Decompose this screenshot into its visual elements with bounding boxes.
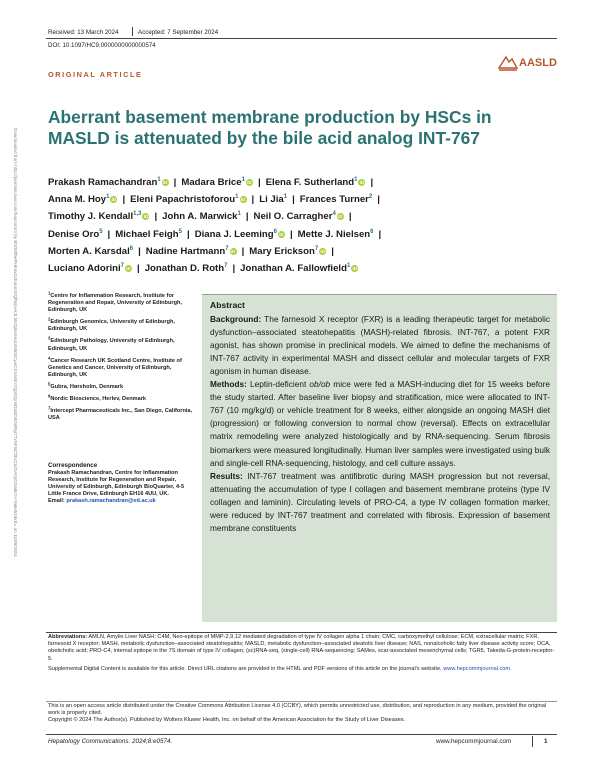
- footnote-rule: [46, 632, 557, 633]
- author-name[interactable]: Li Jia: [259, 194, 284, 206]
- correspondence-body: Prakash Ramachandran, Centre for Inflammation Research, Institute for Regeneration and Repair, University of Edinburgh, Edinburgh BioQuarter, 4-5 Little France Drive, Edinburgh EH16 4UU, UK. Email: prakash.ramachandran@ed.ac.uk: [48, 470, 185, 505]
- author-line: [48, 260, 568, 277]
- orcid-icon[interactable]: iD: [247, 180, 252, 185]
- author-affiliation-marker: 1: [354, 177, 358, 183]
- author-affiliation-marker: 7: [225, 245, 229, 252]
- author-affiliation-marker: 4: [332, 211, 336, 218]
- license-rule: [46, 701, 557, 702]
- header-divider: [132, 27, 133, 36]
- author-separator: |: [154, 211, 158, 223]
- license-block: [48, 703, 557, 725]
- author-affiliation-marker: 1: [157, 177, 161, 183]
- author-separator: |: [378, 228, 382, 240]
- abstract-background: Background: The farnesoid X receptor (FXR) is a leading therapeutic target for metabolic dysfunction–associated steatohepatitis (MASH)-related fibrosis. INT-767, a potent FXR agonist, has shown promise in preclinical models. We aimed to define the mechanisms of INT-767 activity in experimental MASH and dissect cellular and molecular targets of FXR agonism in human disease.: [210, 314, 551, 377]
- author-separator: |: [137, 263, 140, 275]
- affiliations: [48, 290, 194, 427]
- author-affiliation-marker: 6: [273, 228, 277, 235]
- affiliation-number: 6: [48, 393, 51, 399]
- author-line: [48, 208, 568, 225]
- author-name[interactable]: Eleni Papachristoforou: [130, 194, 236, 206]
- affiliation-item: [48, 355, 194, 379]
- page-number: 1: [544, 738, 548, 745]
- abstract-methods: Methods: Leptin-deficient ob/ob mice were fed a MASH-inducing diet for 15 weeks before the study started. After baseline liver biopsy and stratification, mice were allocated to INT-767 (10 mg/kg/d) or vehicle treatment for 8 weeks, either alongside an ongoing MASH diet (progression) or following conversion to normal chow (reversal). Effects on extracellular matrix remodeling were analyzed histologically and by RNA-sequencing. Serum fibrosis biomarkers were measured longitudinally. Human liver samples were investigated using bulk and single-cell RNA-sequencing, histology, and cell culture assays.: [210, 379, 550, 468]
- orcid-icon[interactable]: iD: [230, 248, 236, 254]
- affiliation-number: 7: [48, 405, 51, 411]
- copyright-text: Copyright © 2024 The Author(s). Published by Wolters Kluwer Health, Inc. on behalf of the American Association for the Study of Liver Diseases.: [48, 717, 406, 724]
- affiliation-text: Intercept Pharmaceuticals Inc., San Diego, California, USA: [48, 408, 193, 422]
- author-separator: |: [187, 228, 190, 240]
- affiliation-item: [48, 316, 194, 333]
- correspondence-block: [48, 462, 196, 505]
- author-affiliation-marker: 1: [106, 194, 110, 201]
- author-name[interactable]: Morten A. Karsdal: [48, 245, 130, 257]
- orcid-icon[interactable]: iD: [320, 248, 325, 254]
- author-affiliation-marker: 7: [224, 263, 228, 270]
- author-separator: |: [251, 194, 255, 206]
- supplemental-link[interactable]: www.hepcommjournal.com.: [443, 665, 512, 672]
- author-separator: |: [173, 177, 177, 188]
- affiliation-text: Centre for Inflammation Research, Institute for Regeneration and Repair, University of Edinburgh, Edinburgh, UK: [48, 293, 182, 314]
- journal-citation: Hepatology Communications. 2024;8:e0574.: [48, 738, 173, 745]
- affiliation-item: [48, 405, 194, 422]
- author-affiliation-marker: 6: [370, 228, 374, 235]
- author-affiliation-marker: 5: [178, 228, 182, 235]
- author-separator: |: [331, 245, 334, 257]
- author-separator: |: [122, 194, 126, 206]
- affiliation-number: 3: [48, 335, 51, 341]
- affiliation-text: Edinburgh Genomics, University of Edinburgh, Edinburgh, UK: [48, 319, 175, 333]
- author-separator: |: [348, 211, 352, 223]
- author-name[interactable]: Mary Erickson: [249, 245, 315, 257]
- author-line: [48, 174, 568, 191]
- author-affiliation-marker: 7: [120, 263, 125, 270]
- orcid-icon[interactable]: iD: [162, 180, 168, 185]
- affiliation-number: 5: [48, 381, 51, 387]
- author-separator: |: [241, 245, 245, 257]
- correspondence-heading: Correspondence: [48, 462, 98, 469]
- author-line: [48, 226, 568, 243]
- affiliation-item: [48, 335, 194, 352]
- journal-url[interactable]: www.hepcommjournal.com: [436, 738, 512, 745]
- author-list: [48, 174, 568, 277]
- author-name[interactable]: Frances Turner: [299, 194, 369, 206]
- author-name[interactable]: Anna M. Hoy: [48, 194, 107, 206]
- author-separator: |: [245, 211, 249, 223]
- author-affiliation-marker: 1: [346, 263, 351, 270]
- accepted-date: Accepted: 7 September 2024: [138, 29, 219, 36]
- author-line: [48, 243, 568, 260]
- author-name[interactable]: Prakash Ramachandran: [48, 177, 158, 188]
- orcid-icon[interactable]: iD: [352, 266, 358, 272]
- orcid-icon[interactable]: iD: [111, 197, 117, 203]
- abstract-heading: Abstract: [210, 300, 245, 310]
- logo-wordmark: AASLD: [519, 57, 557, 69]
- author-affiliation-marker: 6: [129, 245, 134, 252]
- download-watermark: Downloaded from http://journals.lww.com/hepcomm by BhDMf5ePHKav1zEoum1tQfN4a+kJLhEZgbsIHo4XMi0hCywCX1AWnYQp/IlQrHD3i3D0OdRyi7TvSFl4Cf3VC4/OAVpDDa8K2+Ya6H515kE= on 11/09/2024: [13, 128, 18, 557]
- orcid-icon[interactable]: iD: [279, 231, 284, 237]
- orcid-icon[interactable]: iD: [126, 266, 131, 272]
- affiliation-text: Gubra, Hørsholm, Denmark: [50, 383, 124, 390]
- doi: DOI: 10.1097/HC9.0000000000000574: [48, 42, 156, 49]
- affiliation-item: [48, 290, 194, 314]
- supplemental-note: Supplemental Digital Content is available for this article. Direct URL citations are provided in the HTML and PDF versions of this article on the journal's website, www.hepcommjournal.com.: [48, 665, 512, 672]
- author-line: [48, 191, 568, 208]
- author-separator: |: [107, 228, 111, 240]
- footer-rule: [46, 734, 557, 735]
- article-title: Aberrant basement membrane production by HSCs in MASLD is attenuated by the bile acid analog INT-767: [48, 107, 492, 148]
- author-name[interactable]: Neil O. Carragher: [253, 211, 333, 223]
- affiliation-item: [48, 393, 194, 403]
- author-affiliation-marker: 1,3: [133, 211, 142, 218]
- author-name[interactable]: Luciano Adorini: [48, 263, 121, 275]
- author-name[interactable]: Jonathan D. Roth: [144, 263, 225, 275]
- abstract-results: Results: INT-767 treatment was antifibrotic during MASH progression but not reversal, attenuating the accumulation of type I collagen and basement membrane proteins (type IV collagen and laminin). Circulating levels of PRO-C4, a type IV collagen formation marker, were reduced by INT-767 treatment and correlated with fibrosis. Expression of basement membrane constituents: [210, 470, 550, 533]
- author-affiliation-marker: 2: [368, 194, 373, 201]
- abbreviations: Abbreviations: AMLN, Amylin Liver NASH; C4M, Neo-epitope of MMP-2,9,12 mediated degradation of type IV collagen alpha 1 chain; CMC, carboxymethyl cellulose; ECM, extracellular matrix; FXR, farnesoid X receptor; MASH, metabolic dysfunction–associated steatohepatitis; MASLD, metabolic dysfunction–associated steatotic liver disease; NAS, nonalcoholic fatty liver disease activity score; OCA, obeticholic acid; PRO-C4, internal epitope in the 7S domain of type IV collagen; (sc)RNA-seq, (single-cell) RNA-sequencing; SAMes, scar-associated mesenchymal cells; TGR5, Takeda-G-protein-receptor-5.: [48, 634, 555, 662]
- author-affiliation-marker: 1: [283, 194, 288, 201]
- author-affiliation-marker: 7: [314, 245, 319, 252]
- author-separator: |: [292, 194, 295, 206]
- author-name[interactable]: Timothy J. Kendall: [48, 211, 134, 223]
- author-name[interactable]: John A. Marwick: [162, 211, 238, 223]
- author-separator: |: [257, 177, 261, 188]
- author-name[interactable]: Mette J. Nielsen: [297, 228, 371, 240]
- author-affiliation-marker: 1: [237, 211, 241, 218]
- affiliation-text: Edinburgh Pathology, University of Edinburgh, Edinburgh, UK: [48, 338, 175, 352]
- correspondence-email-link[interactable]: prakash.ramachandran@ed.ac.uk: [66, 498, 156, 505]
- author-affiliation-marker: 5: [99, 228, 103, 235]
- author-name[interactable]: Diana J. Leeming: [194, 228, 274, 240]
- affiliation-text: Cancer Research UK Scotland Centre, Institute of Genetics and Cancer, University of Edinburgh, Edinburgh, UK: [48, 357, 182, 378]
- author-name[interactable]: Michael Feigh: [115, 228, 179, 240]
- orcid-icon[interactable]: iD: [359, 180, 365, 185]
- author-separator: |: [289, 228, 293, 240]
- orcid-icon[interactable]: iD: [240, 197, 246, 203]
- abstract-box: [202, 294, 557, 622]
- affiliation-number: 2: [48, 316, 51, 322]
- affiliation-text: Nordic Bioscience, Herlev, Denmark: [50, 396, 146, 403]
- aasld-logo: [498, 54, 558, 74]
- author-separator: |: [370, 177, 374, 188]
- author-affiliation-marker: 1: [235, 194, 239, 201]
- received-date: Received: 13 March 2024: [48, 29, 119, 36]
- footnotes: [48, 634, 557, 673]
- footer-divider: [532, 736, 533, 747]
- author-separator: |: [232, 263, 236, 275]
- author-name[interactable]: Denise Oro: [48, 228, 100, 240]
- author-name[interactable]: Nadine Hartmann: [145, 245, 226, 257]
- author-affiliation-marker: 1: [241, 177, 245, 183]
- section-label: ORIGINAL ARTICLE: [48, 70, 143, 79]
- author-separator: |: [377, 194, 380, 206]
- author-name[interactable]: Madara Brice: [181, 177, 242, 188]
- author-name[interactable]: Elena F. Sutherland: [265, 177, 355, 188]
- author-separator: |: [138, 245, 141, 257]
- orcid-icon[interactable]: iD: [143, 214, 149, 220]
- orcid-icon[interactable]: iD: [338, 214, 343, 220]
- affiliation-number: 1: [48, 290, 51, 296]
- affiliation-number: 4: [48, 355, 51, 361]
- affiliation-item: [48, 381, 194, 391]
- author-name[interactable]: Jonathan A. Fallowfield: [240, 263, 347, 275]
- header-rule: [46, 38, 557, 39]
- license-text: This is an open access article distributed under the Creative Commons Attribution License 4.0 (CCBY), which permits unrestricted use, distribution, and reproduction in any medium, provided the original work is properly cited.: [48, 703, 547, 717]
